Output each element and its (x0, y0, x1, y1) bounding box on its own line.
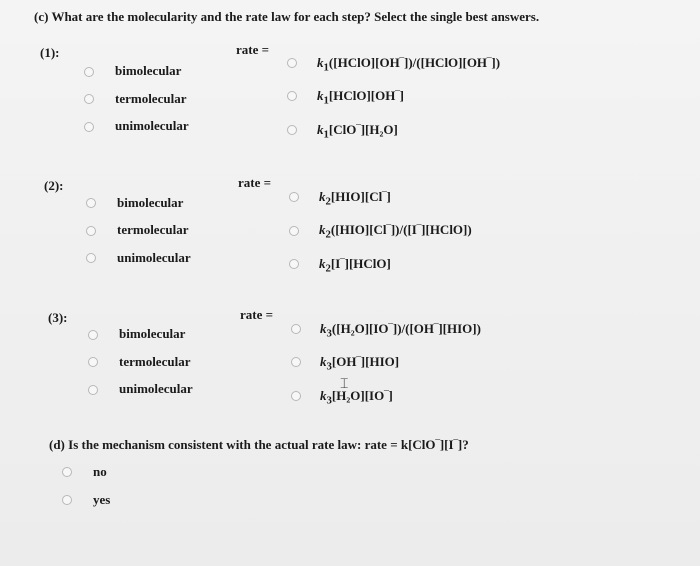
step-2-rate-label: rate = (238, 175, 272, 190)
step-1-rate-law-radio-2[interactable] (287, 91, 297, 101)
step-1-molecularity-unimolecular: unimolecular (115, 118, 189, 133)
step-2-molecularity-radio-unimolecular[interactable] (86, 253, 96, 263)
part-d-option-no: no (93, 464, 107, 479)
step-2-molecularity-radio-bimolecular[interactable] (86, 198, 96, 208)
step-2-rate-law-radio-1[interactable] (289, 192, 299, 202)
step-1-molecularity-termolecular: termolecular (115, 91, 187, 106)
step-1-molecularity-radio-bimolecular[interactable] (84, 67, 94, 77)
step-1-rate-label: rate = (236, 42, 270, 57)
step-3-molecularity-radio-termolecular[interactable] (88, 357, 98, 367)
text-cursor-icon: ⌶ (340, 376, 349, 392)
step-3-label: (3): (48, 310, 68, 325)
step-2-label: (2): (44, 178, 64, 193)
step-1-rate-law-radio-3[interactable] (287, 125, 297, 135)
step-3-molecularity-radio-unimolecular[interactable] (88, 385, 98, 395)
step-3-molecularity-bimolecular: bimolecular (119, 326, 186, 341)
step-2-rate-law-3: $k_2[I‾][HClO]$ (319, 256, 391, 275)
step-1-rate-law-2: $k_1[HClO][OH‾]$ (317, 88, 405, 107)
step-3-molecularity-termolecular: termolecular (119, 354, 191, 369)
step-2-molecularity-termolecular: termolecular (117, 222, 189, 237)
step-1-molecularity-radio-unimolecular[interactable] (84, 122, 94, 132)
step-3-rate-label: rate = (240, 307, 274, 322)
step-1-label: (1): (40, 45, 60, 60)
part-d-option-yes: yes (93, 492, 111, 507)
step-3-rate-law-radio-2[interactable] (291, 357, 301, 367)
step-3-molecularity-unimolecular: unimolecular (119, 381, 193, 396)
part-d-heading: (d) Is the mechanism consistent with the actual rate law: rate = k[ClO‾][I‾]? (49, 437, 469, 452)
step-2-molecularity-bimolecular: bimolecular (117, 195, 184, 210)
part-d-radio-yes[interactable] (62, 495, 72, 505)
step-1-molecularity-bimolecular: bimolecular (115, 63, 182, 78)
step-2-rate-law-radio-2[interactable] (289, 226, 299, 236)
step-1-rate-law-radio-1[interactable] (287, 58, 297, 68)
step-2-rate-law-1: $k_2[HIO][Cl‾]$ (319, 189, 391, 208)
step-2-rate-law-2: $k_2([HIO][Cl‾])/([I‾][HClO])$ (319, 222, 472, 241)
step-1-rate-law-3: $k_1[ClO‾][H_2O]$ (317, 122, 398, 141)
part-d-radio-no[interactable] (62, 467, 72, 477)
part-c-heading: (c) What are the molecularity and the rate law for each step? Select the single best answers. (34, 9, 540, 24)
step-2-rate-law-radio-3[interactable] (289, 259, 299, 269)
step-2-molecularity-unimolecular: unimolecular (117, 250, 191, 265)
step-3-rate-law-radio-1[interactable] (291, 324, 301, 334)
step-1-rate-law-1: $k_1([HClO][OH‾])/([HClO][OH‾])$ (317, 55, 501, 74)
step-3-rate-law-radio-3[interactable] (291, 391, 301, 401)
step-3-rate-law-1: $k_3([H_2O][IO‾])/([OH‾][HIO])$ (320, 321, 481, 340)
step-3-rate-law-2: $k_3[OH‾][HIO]$ (320, 354, 400, 373)
step-3-rate-law-3: $k_3[H_2O][IO‾]$ (320, 388, 393, 407)
step-2-molecularity-radio-termolecular[interactable] (86, 226, 96, 236)
step-3-molecularity-radio-bimolecular[interactable] (88, 330, 98, 340)
step-1-molecularity-radio-termolecular[interactable] (84, 94, 94, 104)
